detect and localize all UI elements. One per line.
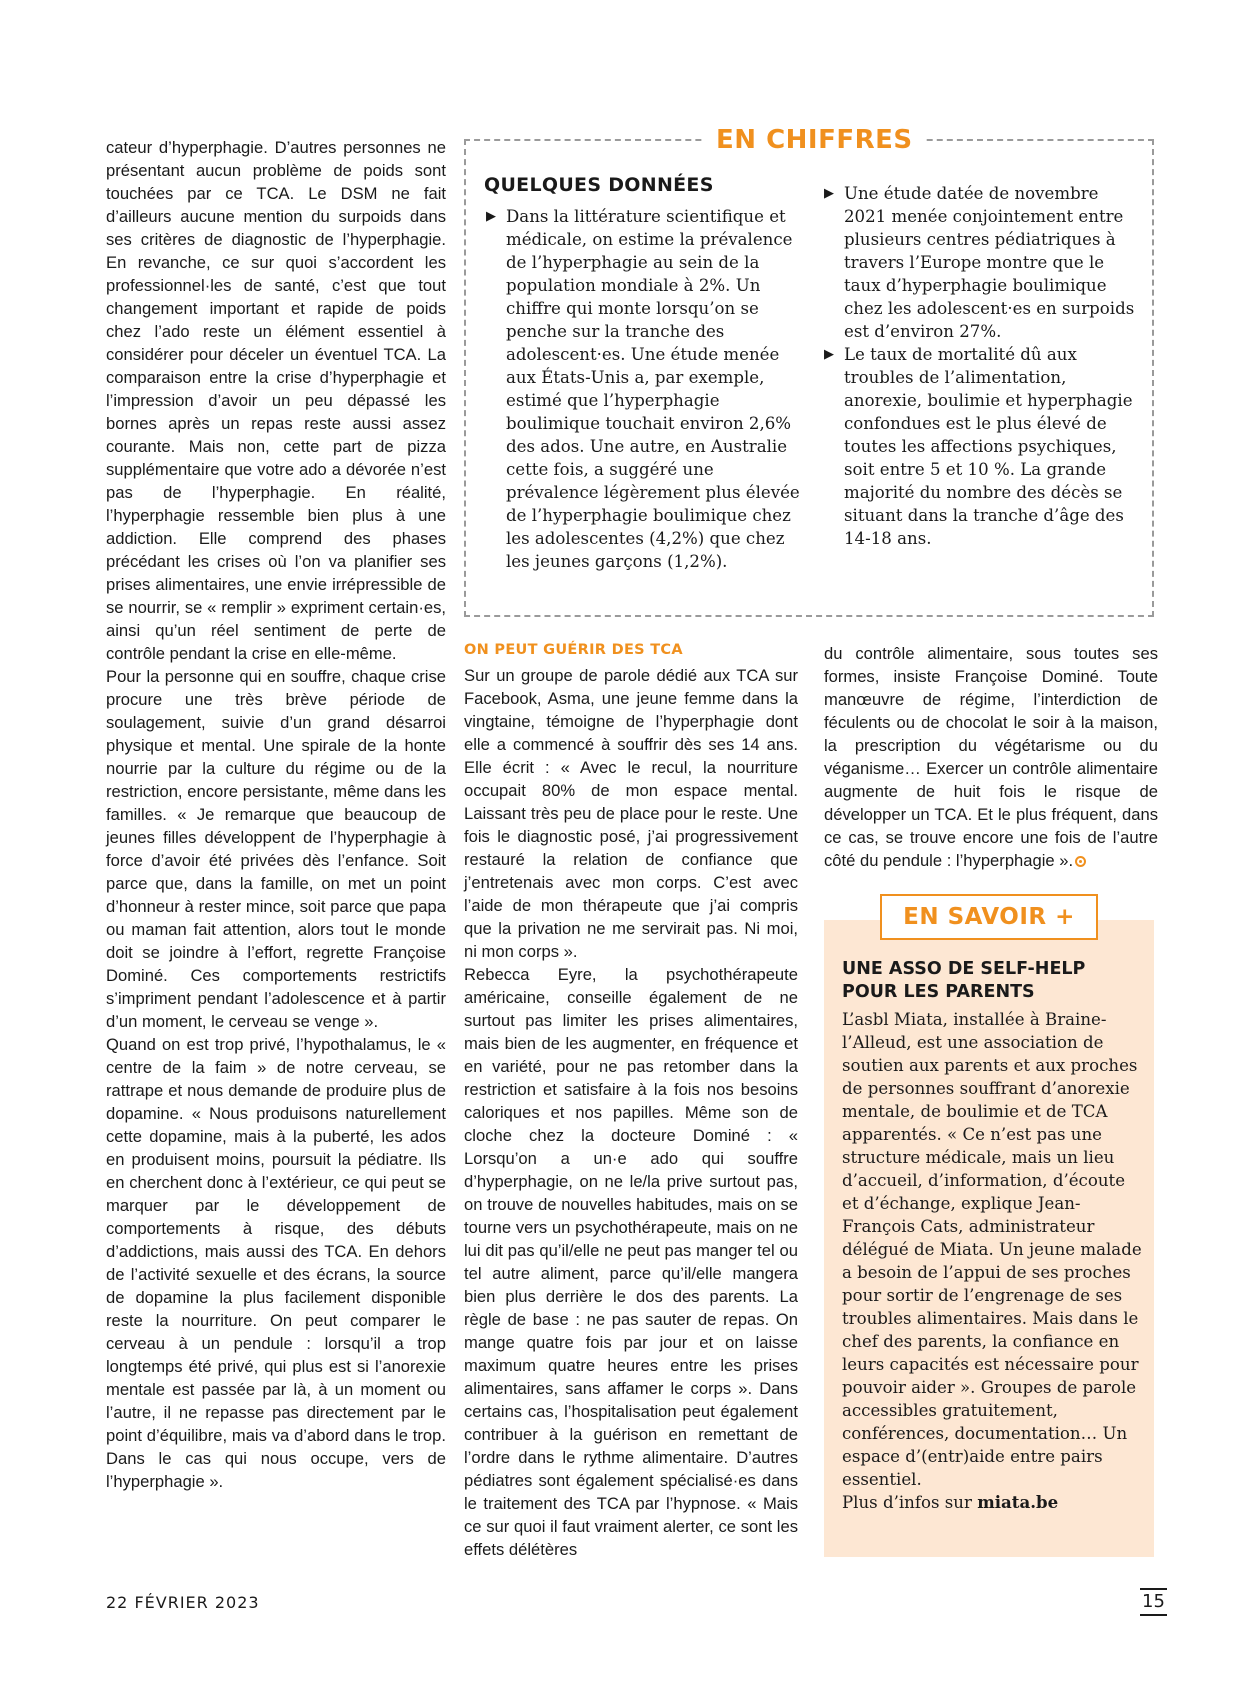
chiffres-heading: QUELQUES DONNÉES — [484, 174, 714, 196]
page-number: 15 — [1140, 1588, 1167, 1616]
list-item-text: Le taux de mortalité dû aux troubles de l’alimentation, anorexie, boulimie et hyperphagie confondues est le plus élevé de toutes les affections psychiques, soit entre 5 et 10 %. La grande majorité du nombre des décès se situant dans la tranche d’âge des 14-18 ans. — [844, 345, 1133, 548]
section-heading: ON PEUT GUÉRIR DES TCA — [464, 642, 683, 658]
miata-link[interactable]: miata.be — [977, 1492, 1059, 1512]
chiffres-list-left — [484, 205, 802, 573]
list-item-text: Une étude datée de novembre 2021 menée conjointement entre plusieurs centres pédiatriques à travers l’Europe montre que le taux d’hyperphagie boulimique chez les adolescent·es en surpoids est d’environ 27%. — [844, 184, 1135, 341]
savoir-body — [842, 1008, 1142, 1514]
savoir-more-prefix: Plus d’infos sur — [842, 1493, 978, 1512]
triangle-right-icon: ▶ — [824, 186, 834, 201]
paragraph: Quand on est trop privé, l’hypothalamus, le « centre de la faim » de notre cerveau, se rattrape et nous demande de produire plus de dopamine. « Nous produisons naturellement cette dopamine, mais à la puberté, les ados en produisent moins, poursuit la pédiatre. Ils en cherchent donc à l’extérieur, ce qui peut se marquer par le développement de comportements à risque, des débuts d’addictions, mais aussi des TCA. En dehors de l’activité sexuelle et des écrans, la source de dopamine la plus facilement disponible reste la nourriture. On peut comparer le cerveau à un pendule : lorsqu’il a trop longtemps été privé, qui plus est si l’anorexie mentale est passée par là, à un moment ou l’autre, il ne repasse pas directement par le point d’équilibre, mais va d’abord dans le trop. Dans le cas qui nous occupe, vers de l’hyperphagie ». — [106, 1035, 446, 1491]
savoir-heading: UNE ASSO DE SELF-HELP POUR LES PARENTS — [842, 959, 1086, 1002]
savoir-text: L’asbl Miata, installée à Braine-l’Alleud, est une association de soutien aux parents et aux proches de personnes souffrant d’anorexie mentale, de boulimie et de TCA apparentés. « Ce n’est pas une structure médicale, mais un lieu d’accueil, d’information, d’écoute et d’échange, explique Jean-François Cats, administrateur délégué de Miata. Un jeune malade a besoin de l’appui de ses proches pour sortir de l’engrenage de ses troubles alimentaires. Mais dans le chef des parents, la confiance en leurs capacités est nécessaire pour pouvoir aider ». Groupes de parole accessibles gratuitement, conférences, documentation… Un espace d’(entr)aide entre pairs essentiel. — [842, 1010, 1142, 1489]
list-item — [822, 182, 1140, 343]
chiffres-list-right — [822, 182, 1140, 550]
triangle-right-icon: ▶ — [486, 209, 496, 224]
article-column-2 — [464, 664, 798, 1561]
savoir-tab: EN SAVOIR + — [880, 894, 1098, 940]
list-item — [484, 205, 802, 573]
article-column-1 — [106, 136, 446, 1493]
chiffres-title: EN CHIFFRES — [704, 122, 925, 158]
paragraph — [824, 642, 1158, 872]
paragraph: Rebecca Eyre, la psychothérapeute américaine, conseille également de ne surtout pas limiter les prises alimentaires, mais bien de les augmenter, en fréquence et en variété, pour ne pas retomber dans la restriction et satisfaire à la fois nos besoins caloriques et nos papilles. Même son de cloche chez la docteure Dominé : « Lorsqu’on a un·e ado qui souffre d’hyperphagie, on ne le/la prive surtout pas, on trouve de nouvelles habitudes, mais on se tourne vers un psychothérapeute, mais on ne lui dit pas qu’il/elle ne peut pas manger tel ou tel autre aliment, parce qu’il/elle mangera bien plus derrière le dos des parents. La règle de base : ne pas sauter de repas. On mange quatre fois par jour et on laisse maximum quatre heures entre les prises alimentaires, sans affamer le corps ». Dans certains cas, l’hospitalisation peut également contribuer à la guérison en remettant de l’ordre dans le rythme alimentaire. D’autres pédiatres sont également spécialisé·es dans le traitement des TCA par l’hypnose. « Mais ce sur quoi il faut vraiment alerter, ce sont les effets délétères — [464, 965, 798, 1559]
paragraph: Sur un groupe de parole dédié aux TCA sur Facebook, Asma, une jeune femme dans la vingtaine, témoigne de l’hyperphagie dont elle a commencé à souffrir dès ses 14 ans. Elle écrit : « Avec le recul, la nourriture occupait 80% de mon espace mental. Laissant très peu de place pour le reste. Une fois le diagnostic posé, j’ai progressivement restauré la relation de confiance que j’entretenais avec mon corps. C’est avec l’aide de mon thérapeute que j’ai compris que la privation ne me servirait pas. Ni moi, ni mon corps ». — [464, 666, 798, 961]
issue-date: 22 FÉVRIER 2023 — [106, 1593, 260, 1612]
paragraph: cateur d’hyperphagie. D’autres personnes ne présentant aucun problème de poids sont touchées par ce TCA. Le DSM ne fait d’ailleurs aucune mention du surpoids dans ses critères de diagnostic de l’hyperphagie. En revanche, ce sur quoi s’accordent les professionnel·les de santé, c’est que tout changement important et rapide de poids chez l’ado reste un élément essentiel à considérer pour déceler un éventuel TCA. La comparaison entre la crise d’hyperphagie et l’impression d’avoir un peu dépassé les bornes après un repas reste aussi assez courante. Mais non, cette part de pizza supplémentaire que votre ado a dévorée n’est pas de l’hyperphagie. En réalité, l’hyperphagie ressemble bien plus à une addiction. Elle comprend des phases précédant les crises où l’on va planifier ses prises alimentaires, une envie irrépressible de se nourrir, se « remplir » expriment certain·es, ainsi qu’un réel sentiment de perte de contrôle pendant la crise en elle-même. — [106, 138, 446, 663]
triangle-right-icon: ▶ — [824, 347, 834, 362]
list-item — [822, 343, 1140, 550]
end-mark-icon — [1075, 856, 1086, 867]
list-item-text: Dans la littérature scientifique et médicale, on estime la prévalence de l’hyperphagie au sein de la population mondiale à 2%. Un chiffre qui monte lorsqu’on se penche sur la tranche des adolescent·es. Une étude menée aux États-Unis a, par exemple, estimé que l’hyperphagie boulimique touchait environ 2,6% des ados. Une autre, en Australie cette fois, a suggéré une prévalence légèrement plus élevée de l’hyperphagie boulimique chez les adolescentes (4,2%) que chez les jeunes garçons (1,2%). — [506, 207, 800, 571]
article-column-3 — [824, 642, 1158, 872]
paragraph-text: du contrôle alimentaire, sous toutes ses formes, insiste Françoise Dominé. Toute manœuvre de régime, l’interdiction de féculents ou de chocolat le soir à la maison, la prescription du végétarisme ou du véganisme… Exercer un contrôle alimentaire augmente de huit fois le risque de développer un TCA. Et le plus fréquent, dans ce cas, se trouve encore une fois de l’autre côté du pendule : l’hyperphagie ». — [824, 644, 1158, 870]
paragraph: Pour la personne qui en souffre, chaque crise procure une très brève période de soulagement, suivie d’un grand désarroi physique et mental. Une spirale de la honte nourrie par la culture du régime ou de la restriction, encore persistante, même dans les familles. « Je remarque que beaucoup de jeunes filles développent de l’hyperphagie à force d’avoir été privées dès l’enfance. Soit parce que, dans la famille, on met un point d’honneur à rester mince, soit parce que papa ou maman fait attention, alors tout le monde doit se joindre à l’effort, regrette Françoise Dominé. Ces comportements restrictifs s’impriment pendant l’adolescence et à partir d’un moment, le cerveau se venge ». — [106, 667, 446, 1031]
